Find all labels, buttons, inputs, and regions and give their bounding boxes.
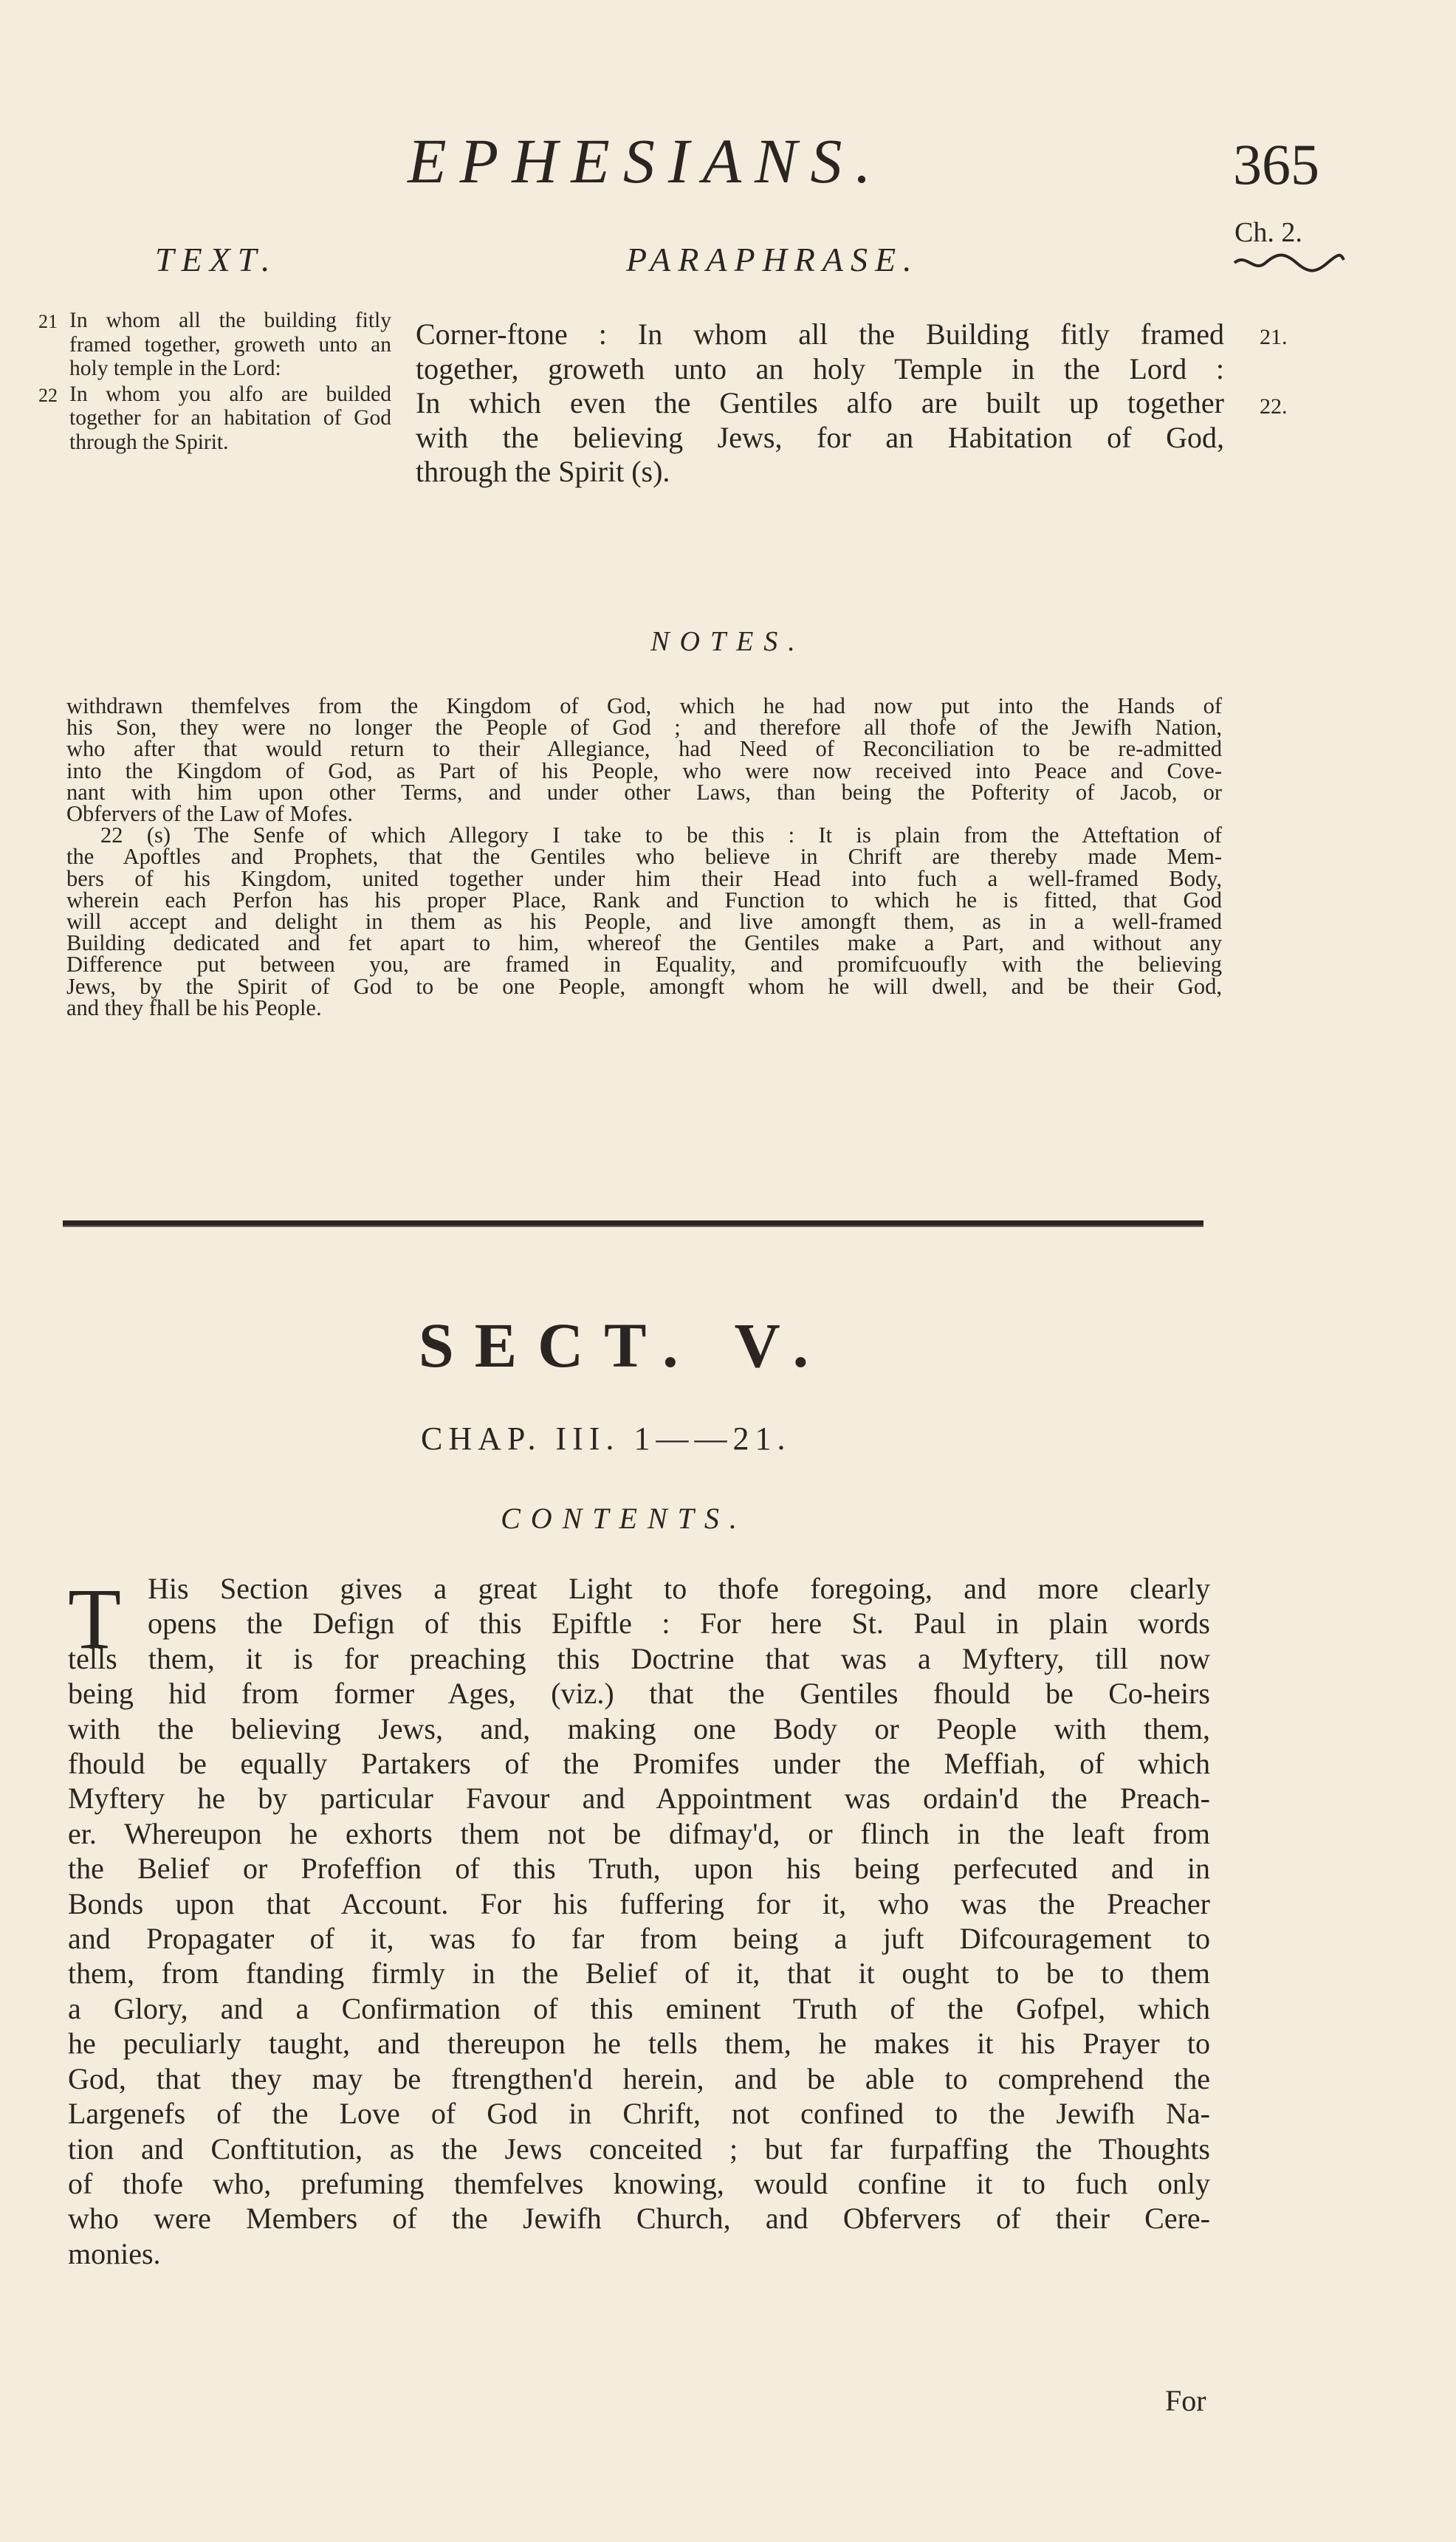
chapter-reference: CHAP. III. 1——21. — [421, 1421, 791, 1457]
note-line: into the Kingdom of God, as Part of his People, who were now received into Peace and Cove- — [66, 758, 1222, 783]
contents-line: monies. — [68, 2236, 161, 2270]
chapter-label: Ch. 2. — [1234, 217, 1302, 248]
note-line: bers of his Kingdom, united together under him their Head into fuch a well-framed Body, — [66, 865, 1222, 891]
section-title: SECT. V. — [418, 1310, 830, 1381]
contents-line: with the believing Jews, and, making one Body or People with them, — [68, 1711, 1210, 1745]
contents-line: and Propagater of it, was fo far from being a juft Difcouragement to — [68, 1922, 1210, 1956]
contents-line: Myftery he by particular Favour and Appointment was ordain'd the Preach- — [68, 1782, 1210, 1816]
contents-body — [68, 1571, 1210, 2271]
note-line: will accept and delight in them as his People, and live amongft them, as in a well-framed — [66, 909, 1222, 935]
note-line: his Son, they were no longer the People of God ; and therefore all thofe of the Jewifh Nation, — [66, 715, 1222, 741]
notes-body — [66, 695, 1222, 1019]
note-line: 22 (s) The Senfe of which Allegory I take to be this : It is plain from the Atteftation of — [100, 822, 1222, 848]
contents-line: of thofe who, prefuming themfelves knowing, would confine it to fuch only — [68, 2166, 1210, 2200]
contents-line: tion and Conftitution, as the Jews conceited ; but far furpaffing the Thoughts — [68, 2131, 1210, 2165]
verse-number: 21 — [38, 311, 58, 332]
paraphrase-verse-number: 22. — [1260, 394, 1288, 419]
note-line: nant with him upon other Terms, and under other Laws, than being the Pofterity of Jacob, or — [66, 779, 1222, 805]
note-line: who after that would return to their Allegiance, had Need of Reconciliation to be re-admitted — [66, 736, 1222, 762]
contents-heading: CONTENTS. — [501, 1502, 747, 1535]
verse-text: In whom you alfo are builded together for an habitation of God through the Spirit. — [69, 382, 391, 454]
contents-line: tells them, it is for preaching this Doctrine that was a Myftery, till now — [68, 1641, 1210, 1675]
contents-line: them, from ftanding firmly in the Belief of it, that it ought to be to them — [68, 1957, 1210, 1990]
contents-line: Bonds upon that Account. For his fuffering for it, who was the Preacher — [68, 1886, 1210, 1920]
contents-line: Largenefs of the Love of God in Chrift, not confined to the Jewifh Na- — [68, 2097, 1210, 2131]
contents-line: being hid from former Ages, (viz.) that the Gentiles fhould be Co-heirs — [68, 1677, 1210, 1711]
notes-heading: NOTES. — [650, 626, 806, 657]
paraphrase-line: with the believing Jews, for an Habitation of God, — [416, 420, 1224, 454]
contents-line: the Belief or Profeffion of this Truth, upon his being perfecuted and in — [68, 1852, 1210, 1886]
text-column — [38, 309, 391, 456]
note-line: Building dedicated and fet apart to him, whereof the Gentiles make a Part, and without any — [66, 930, 1222, 956]
contents-line: who were Members of the Jewifh Church, and Obfervers of their Cere- — [68, 2202, 1210, 2236]
paraphrase-line: In which even the Gentiles alfo are built up together — [416, 386, 1224, 419]
note-line: and they fhall be his People. — [66, 995, 322, 1020]
note-line: wherein each Perfon has his proper Place, Rank and Function to which he is fitted, that God — [66, 887, 1222, 913]
note-line: Jews, by the Spirit of God to be one People, amongft whom he will dwell, and be their God, — [66, 973, 1222, 999]
contents-line: fhould be equally Partakers of the Promifes under the Meffiah, of which — [68, 1747, 1210, 1781]
running-title: EPHESIANS. — [408, 126, 885, 196]
paraphrase-column — [416, 317, 1224, 489]
text-verse — [38, 382, 391, 455]
section-divider-rule — [63, 1220, 1203, 1227]
verse-text: In whom all the building fitly framed together, groweth unto an holy temple in the Lord: — [69, 309, 391, 380]
contents-line: he peculiarly taught, and thereupon he tells them, he makes it his Prayer to — [68, 2027, 1210, 2061]
text-verse — [38, 309, 391, 381]
swash-ornament-icon — [1232, 250, 1347, 276]
note-line: Obfervers of the Law of Mofes. — [66, 801, 353, 827]
page-number: 365 — [1233, 132, 1319, 196]
note-line: the Apoftles and Prophets, that the Gentiles who believe in Chrift are thereby made Mem- — [66, 844, 1222, 870]
paraphrase-line: together, groweth unto an holy Temple in the Lord : — [416, 351, 1224, 385]
contents-line: opens the Defign of this Epiftle : For here St. Paul in plain words — [148, 1607, 1210, 1641]
text-column-heading: TEXT. — [155, 241, 278, 278]
verse-number: 22 — [38, 384, 58, 406]
contents-line: er. Whereupon he exhorts them not be difmay'd, or flinch in the leaft from — [68, 1816, 1210, 1850]
paraphrase-verse-number: 21. — [1260, 325, 1288, 349]
note-line: withdrawn themfelves from the Kingdom of God, which he had now put into the Hands of — [66, 693, 1222, 718]
paraphrase-column-heading: PARAPHRASE. — [626, 241, 919, 278]
contents-line: God, that they may be ftrengthen'd herein, and be able to comprehend the — [68, 2061, 1210, 2095]
note-line: Difference put between you, are framed in Equality, and promifcuoufly with the believing — [66, 952, 1222, 978]
contents-line: a Glory, and a Confirmation of this eminent Truth of the Gofpel, which — [68, 1991, 1210, 2025]
paraphrase-line: through the Spirit (s). — [416, 455, 670, 488]
contents-line: His Section gives a great Light to thofe foregoing, and more clearly — [148, 1572, 1210, 1605]
paraphrase-line: Corner-ftone : In whom all the Building fitly framed — [416, 317, 1224, 351]
drop-cap: T — [68, 1570, 122, 1667]
catchword: For — [1165, 2384, 1206, 2417]
